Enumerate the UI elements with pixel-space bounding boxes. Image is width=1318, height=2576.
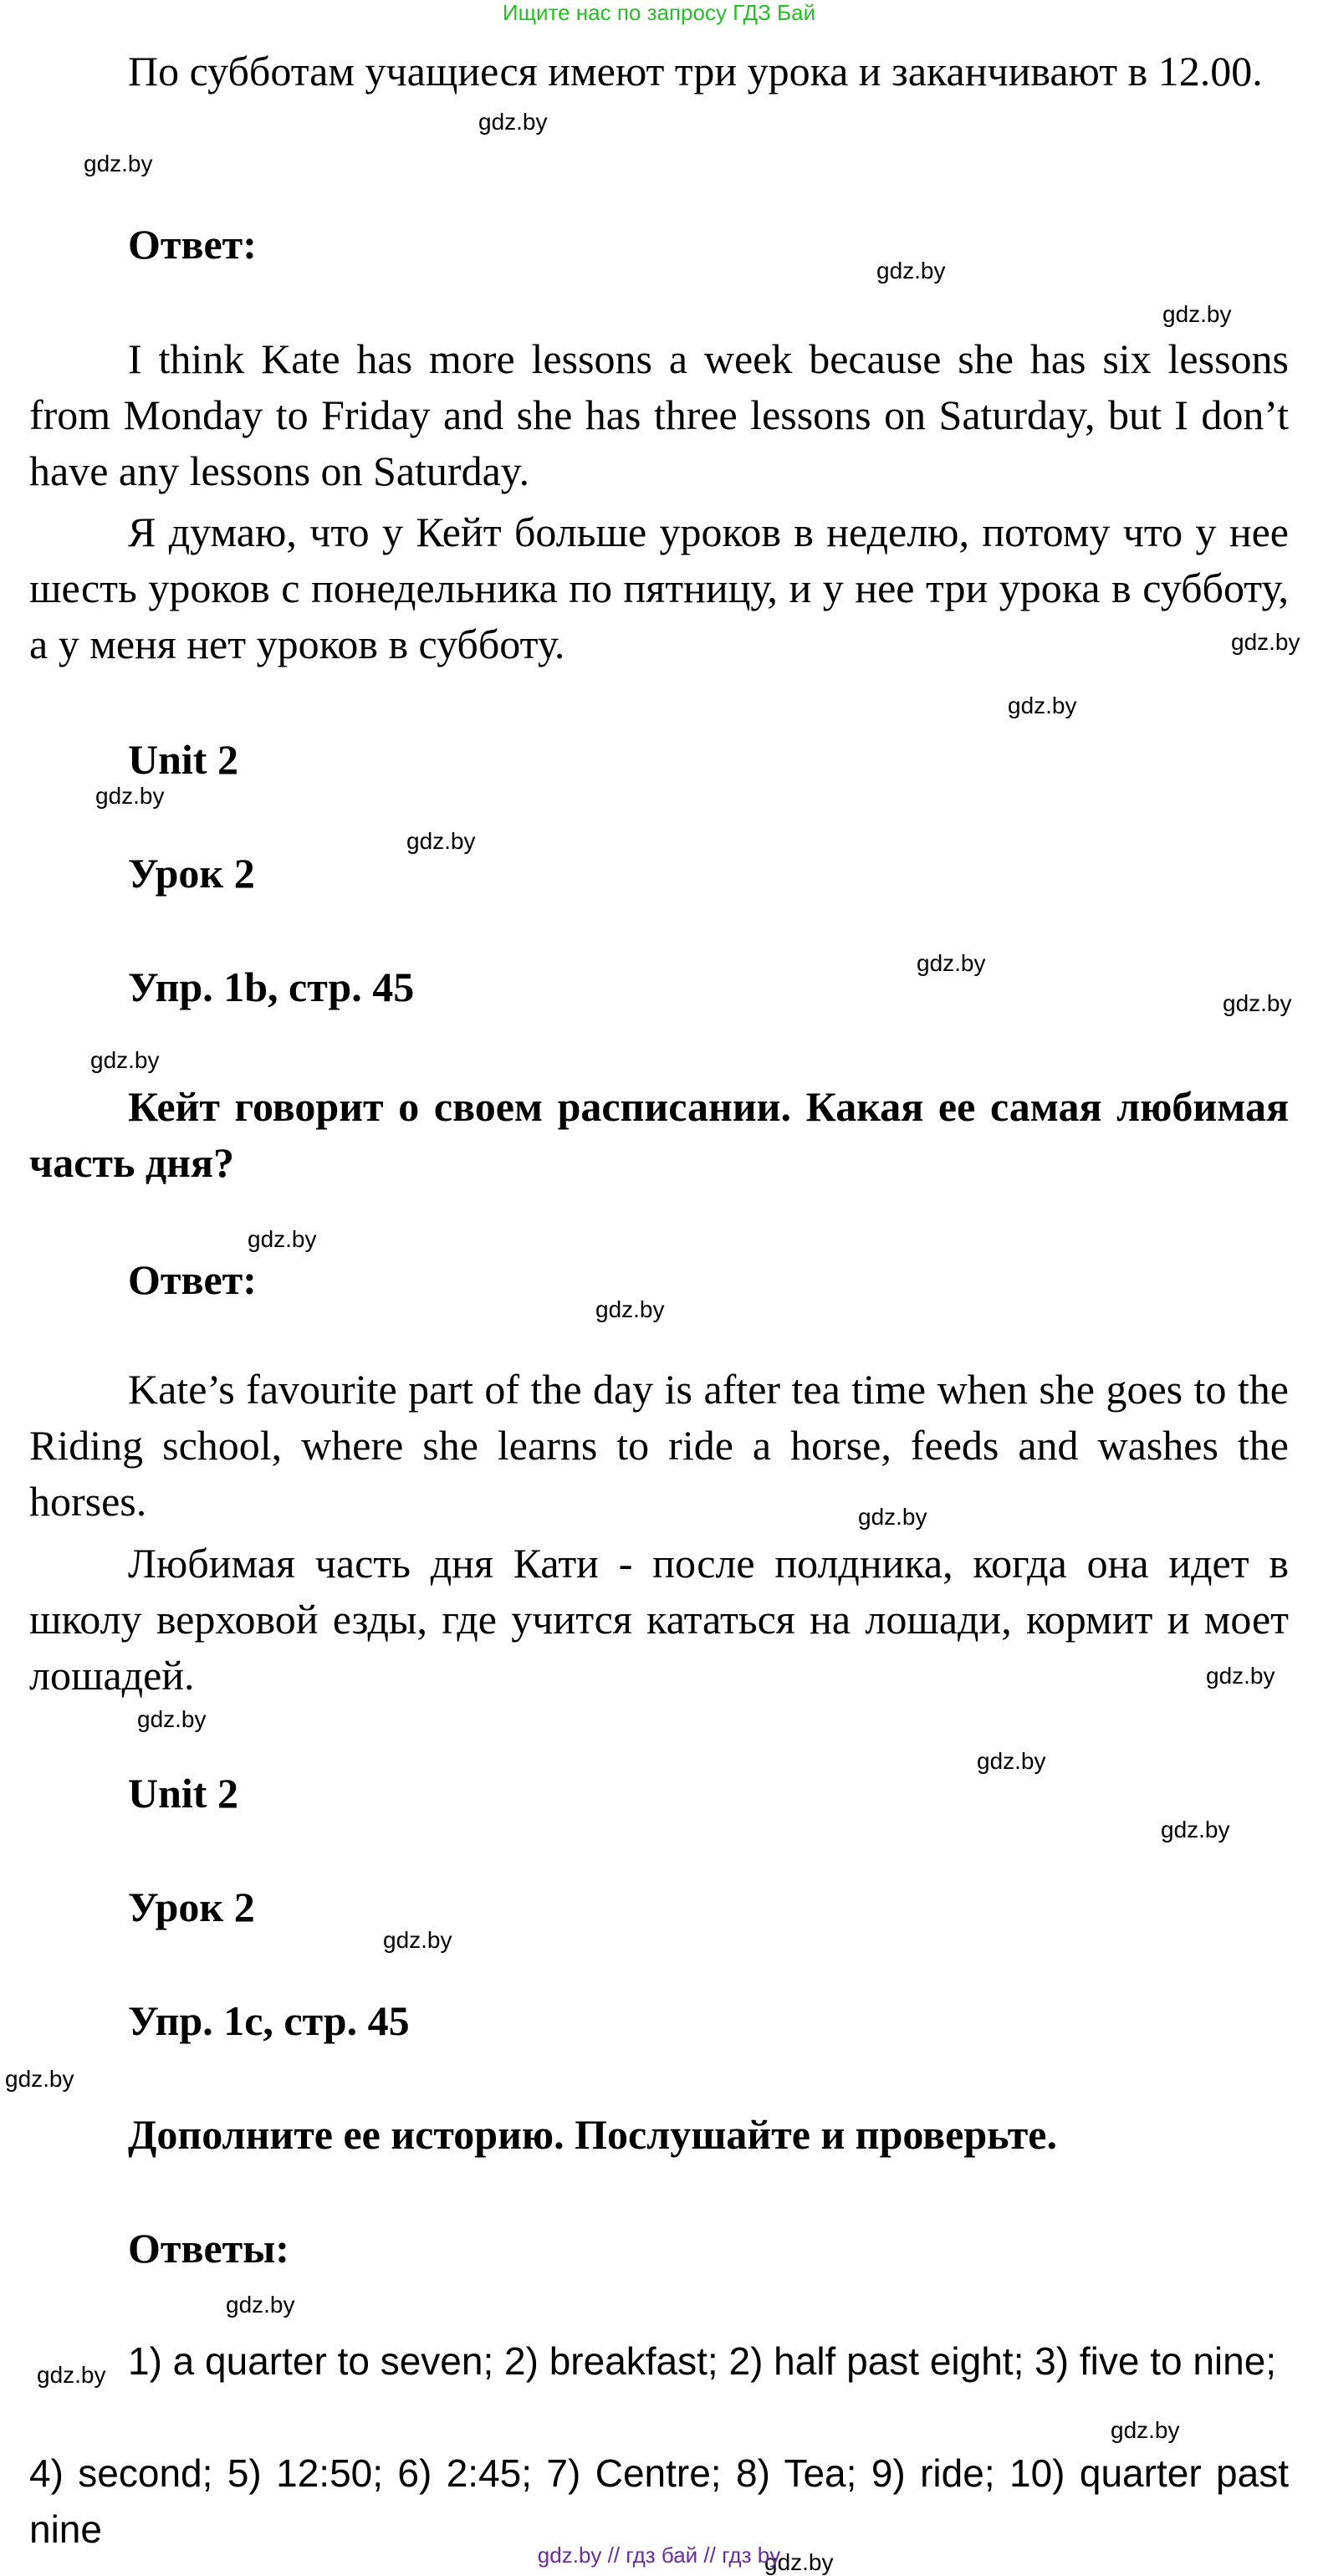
watermark: gdz.by [5,2066,74,2092]
answers-line-1: 1) a quarter to seven; 2) breakfast; 2) half past eight; 3) five to nine; [128,2339,1277,2383]
watermark: gdz.by [858,1504,927,1530]
intro-paragraph: По субботам учащиеся имеют три урока и заканчивают в 12.00. [128,48,1263,95]
watermark: gdz.by [917,950,986,976]
answers-heading: Ответы: [128,2225,289,2272]
watermark: gdz.by [1206,1663,1275,1689]
task-1c: Дополните ее историю. Послушайте и проверьте. [128,2111,1057,2158]
watermark: gdz.by [37,2362,106,2388]
watermark: gdz.by [248,1226,317,1252]
watermark: gdz.by [90,1047,160,1073]
task-1b: Кейт говорит о своем расписании. Какая ее самая любимая часть дня? [29,1083,1289,1186]
watermark: gdz.by [1161,1817,1230,1843]
exercise-heading-1b: Упр. 1b, стр. 45 [128,963,415,1010]
watermark: gdz.by [226,2292,295,2318]
unit-heading-1: Unit 2 [128,736,238,783]
top-banner: Ищите нас по запросу ГДЗ Бай [502,0,816,25]
lesson-heading-1: Урок 2 [128,850,255,897]
watermark: gdz.by [977,1748,1046,1774]
watermark: gdz.by [383,1927,452,1953]
watermark: gdz.by [84,151,153,176]
answer-heading-2: Ответ: [128,1256,257,1303]
answer-english-2: Kate’s favourite part of the day is after tea time when she goes to the Riding school, where she learns to ride a horse, feeds and washes the horses. [29,1366,1289,1525]
watermark: gdz.by [876,258,946,284]
watermark: gdz.by [137,1706,207,1732]
bottom-banner: gdz.by // гдз бай // гдз by [537,2543,781,2568]
answer-english-1: I think Kate has more lessons a week because she has six lessons from Monday to Friday and she has three lessons on Saturday, but I don’t have any lessons on Saturday. [29,335,1289,494]
lesson-heading-2: Урок 2 [128,1883,255,1930]
answer-russian-1: Я думаю, что у Кейт больше уроков в неделю, потому что у нее шесть уроков с понедельника по пятницу, и у нее три урока в субботу, а у меня нет уроков в субботу. [29,509,1289,667]
watermark: gdz.by [1231,629,1300,655]
answers-line-2: 4) second; 5) 12:50; 6) 2:45; 7) Centre; 8) Tea; 9) ride; 10) quarter past nine [29,2451,1289,2551]
unit-heading-2: Unit 2 [128,1770,238,1817]
watermark: gdz.by [1008,693,1077,718]
answer-russian-2: Любимая часть дня Кати - после полдника, когда она идет в школу верховой езды, где учится кататься на лошади, кормит и моет лошадей. [29,1540,1289,1699]
watermark: gdz.by [95,783,165,809]
watermark: gdz.by [478,109,548,135]
watermark: gdz.by [406,828,476,854]
watermark: gdz.by [1223,990,1292,1016]
watermark: gdz.by [595,1296,665,1322]
watermark: gdz.by [1111,2417,1180,2443]
exercise-heading-1c: Упр. 1c, стр. 45 [128,1997,410,2044]
watermark: gdz.by [1162,301,1232,327]
watermark: gdz.by [764,2549,834,2575]
answer-heading-1: Ответ: [128,221,257,268]
